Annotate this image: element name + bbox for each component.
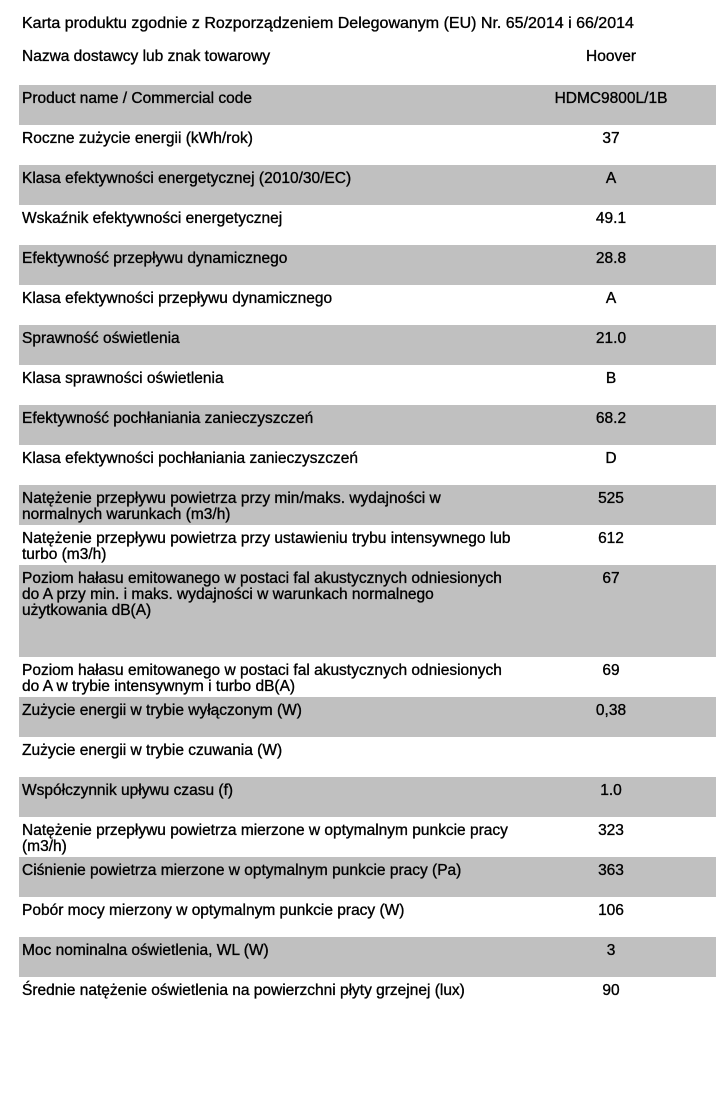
row-annual-energy bbox=[19, 125, 716, 165]
row-value: 68.2 bbox=[595, 410, 627, 427]
row-label: Klasa efektywności przepływu dynamicznego bbox=[22, 290, 333, 307]
row-label: Sprawność oświetlenia bbox=[22, 330, 180, 347]
row-value: 69 bbox=[602, 662, 620, 679]
row-airflow-boost bbox=[19, 525, 716, 565]
row-value: 323 bbox=[598, 822, 624, 839]
row-noise-boost bbox=[19, 657, 716, 697]
row-label: Efektywność przepływu dynamicznego bbox=[22, 250, 288, 267]
row-product-name bbox=[19, 85, 716, 125]
row-value: 525 bbox=[598, 490, 624, 507]
row-value: 106 bbox=[598, 902, 624, 919]
row-grease-efficiency bbox=[19, 405, 716, 445]
row-value: 363 bbox=[598, 862, 624, 879]
row-pressure-bep bbox=[19, 857, 716, 897]
row-value: 1.0 bbox=[600, 782, 622, 799]
row-fluid-class bbox=[19, 285, 716, 325]
row-grease-class bbox=[19, 445, 716, 485]
row-value: 37 bbox=[602, 130, 620, 147]
row-value: Hoover bbox=[586, 48, 636, 65]
row-value: B bbox=[605, 370, 617, 387]
row-value: D bbox=[605, 450, 617, 467]
row-label: Klasa efektywności pochłaniania zanieczyszczeń bbox=[22, 450, 359, 467]
row-lighting-efficiency bbox=[19, 325, 716, 365]
row-power-bep bbox=[19, 897, 716, 937]
row-label: Pobór mocy mierzony w optymalnym punkcie pracy (W) bbox=[22, 902, 405, 919]
row-label: Klasa efektywności energetycznej (2010/30/EC) bbox=[22, 170, 352, 187]
row-label: Klasa sprawności oświetlenia bbox=[22, 370, 224, 387]
row-energy-class bbox=[19, 165, 716, 205]
row-lighting-power bbox=[19, 937, 716, 977]
row-label: Natężenie przepływu powietrza mierzone w optymalnym punkcie pracy (m3/h) bbox=[22, 822, 508, 855]
row-label: Zużycie energii w trybie czuwania (W) bbox=[22, 742, 283, 759]
row-label: Product name / Commercial code bbox=[22, 90, 253, 107]
row-value: HDMC9800L/1B bbox=[554, 90, 668, 107]
row-value: 49.1 bbox=[595, 210, 627, 227]
row-time-factor bbox=[19, 777, 716, 817]
row-label: Poziom hałasu emitowanego w postaci fal akustycznych odniesionych do A przy min. i maks. wydajności w warunkach normalnego użytkowania dB(A) bbox=[22, 570, 502, 619]
row-off-mode-power bbox=[19, 697, 716, 737]
row-value: 3 bbox=[606, 942, 616, 959]
row-label: Wskaźnik efektywności energetycznej bbox=[22, 210, 283, 227]
row-standby-power bbox=[19, 737, 716, 777]
row-energy-index bbox=[19, 205, 716, 245]
row-label: Moc nominalna oświetlenia, WL (W) bbox=[22, 942, 269, 959]
row-label: Ciśnienie powietrza mierzone w optymalnym punkcie pracy (Pa) bbox=[22, 862, 462, 879]
row-label: Współczynnik upływu czasu (f) bbox=[22, 782, 234, 799]
row-label: Zużycie energii w trybie wyłączonym (W) bbox=[22, 702, 302, 719]
row-label: Natężenie przepływu powietrza przy min/maks. wydajności w normalnych warunkach (m3/h) bbox=[22, 490, 441, 523]
row-noise-normal bbox=[19, 565, 716, 657]
row-label: Poziom hałasu emitowanego w postaci fal akustycznych odniesionych do A w trybie intensywnym i turbo dB(A) bbox=[22, 662, 502, 695]
row-value: 90 bbox=[602, 982, 620, 999]
row-label: Nazwa dostawcy lub znak towarowy bbox=[22, 48, 271, 65]
row-illumination bbox=[19, 977, 716, 1017]
row-airflow-bep bbox=[19, 817, 716, 857]
page-title: Karta produktu zgodnie z Rozporządzeniem Delegowanym (EU) Nr. 65/2014 i 66/2014 bbox=[22, 15, 634, 32]
row-value: A bbox=[605, 170, 617, 187]
row-value: 28.8 bbox=[595, 250, 627, 267]
row-value: 612 bbox=[598, 530, 624, 547]
row-supplier bbox=[19, 40, 716, 80]
row-value: 67 bbox=[602, 570, 620, 587]
row-fluid-efficiency bbox=[19, 245, 716, 285]
row-label: Natężenie przepływu powietrza przy ustawieniu trybu intensywnego lub turbo (m3/h) bbox=[22, 530, 511, 563]
row-value: 0,38 bbox=[595, 702, 627, 719]
row-label: Efektywność pochłaniania zanieczyszczeń bbox=[22, 410, 314, 427]
row-value: 21.0 bbox=[595, 330, 627, 347]
row-label: Roczne zużycie energii (kWh/rok) bbox=[22, 130, 253, 147]
row-label: Średnie natężenie oświetlenia na powierzchni płyty grzejnej (lux) bbox=[22, 982, 465, 999]
row-value: A bbox=[605, 290, 617, 307]
row-lighting-class bbox=[19, 365, 716, 405]
row-airflow-normal bbox=[19, 485, 716, 525]
